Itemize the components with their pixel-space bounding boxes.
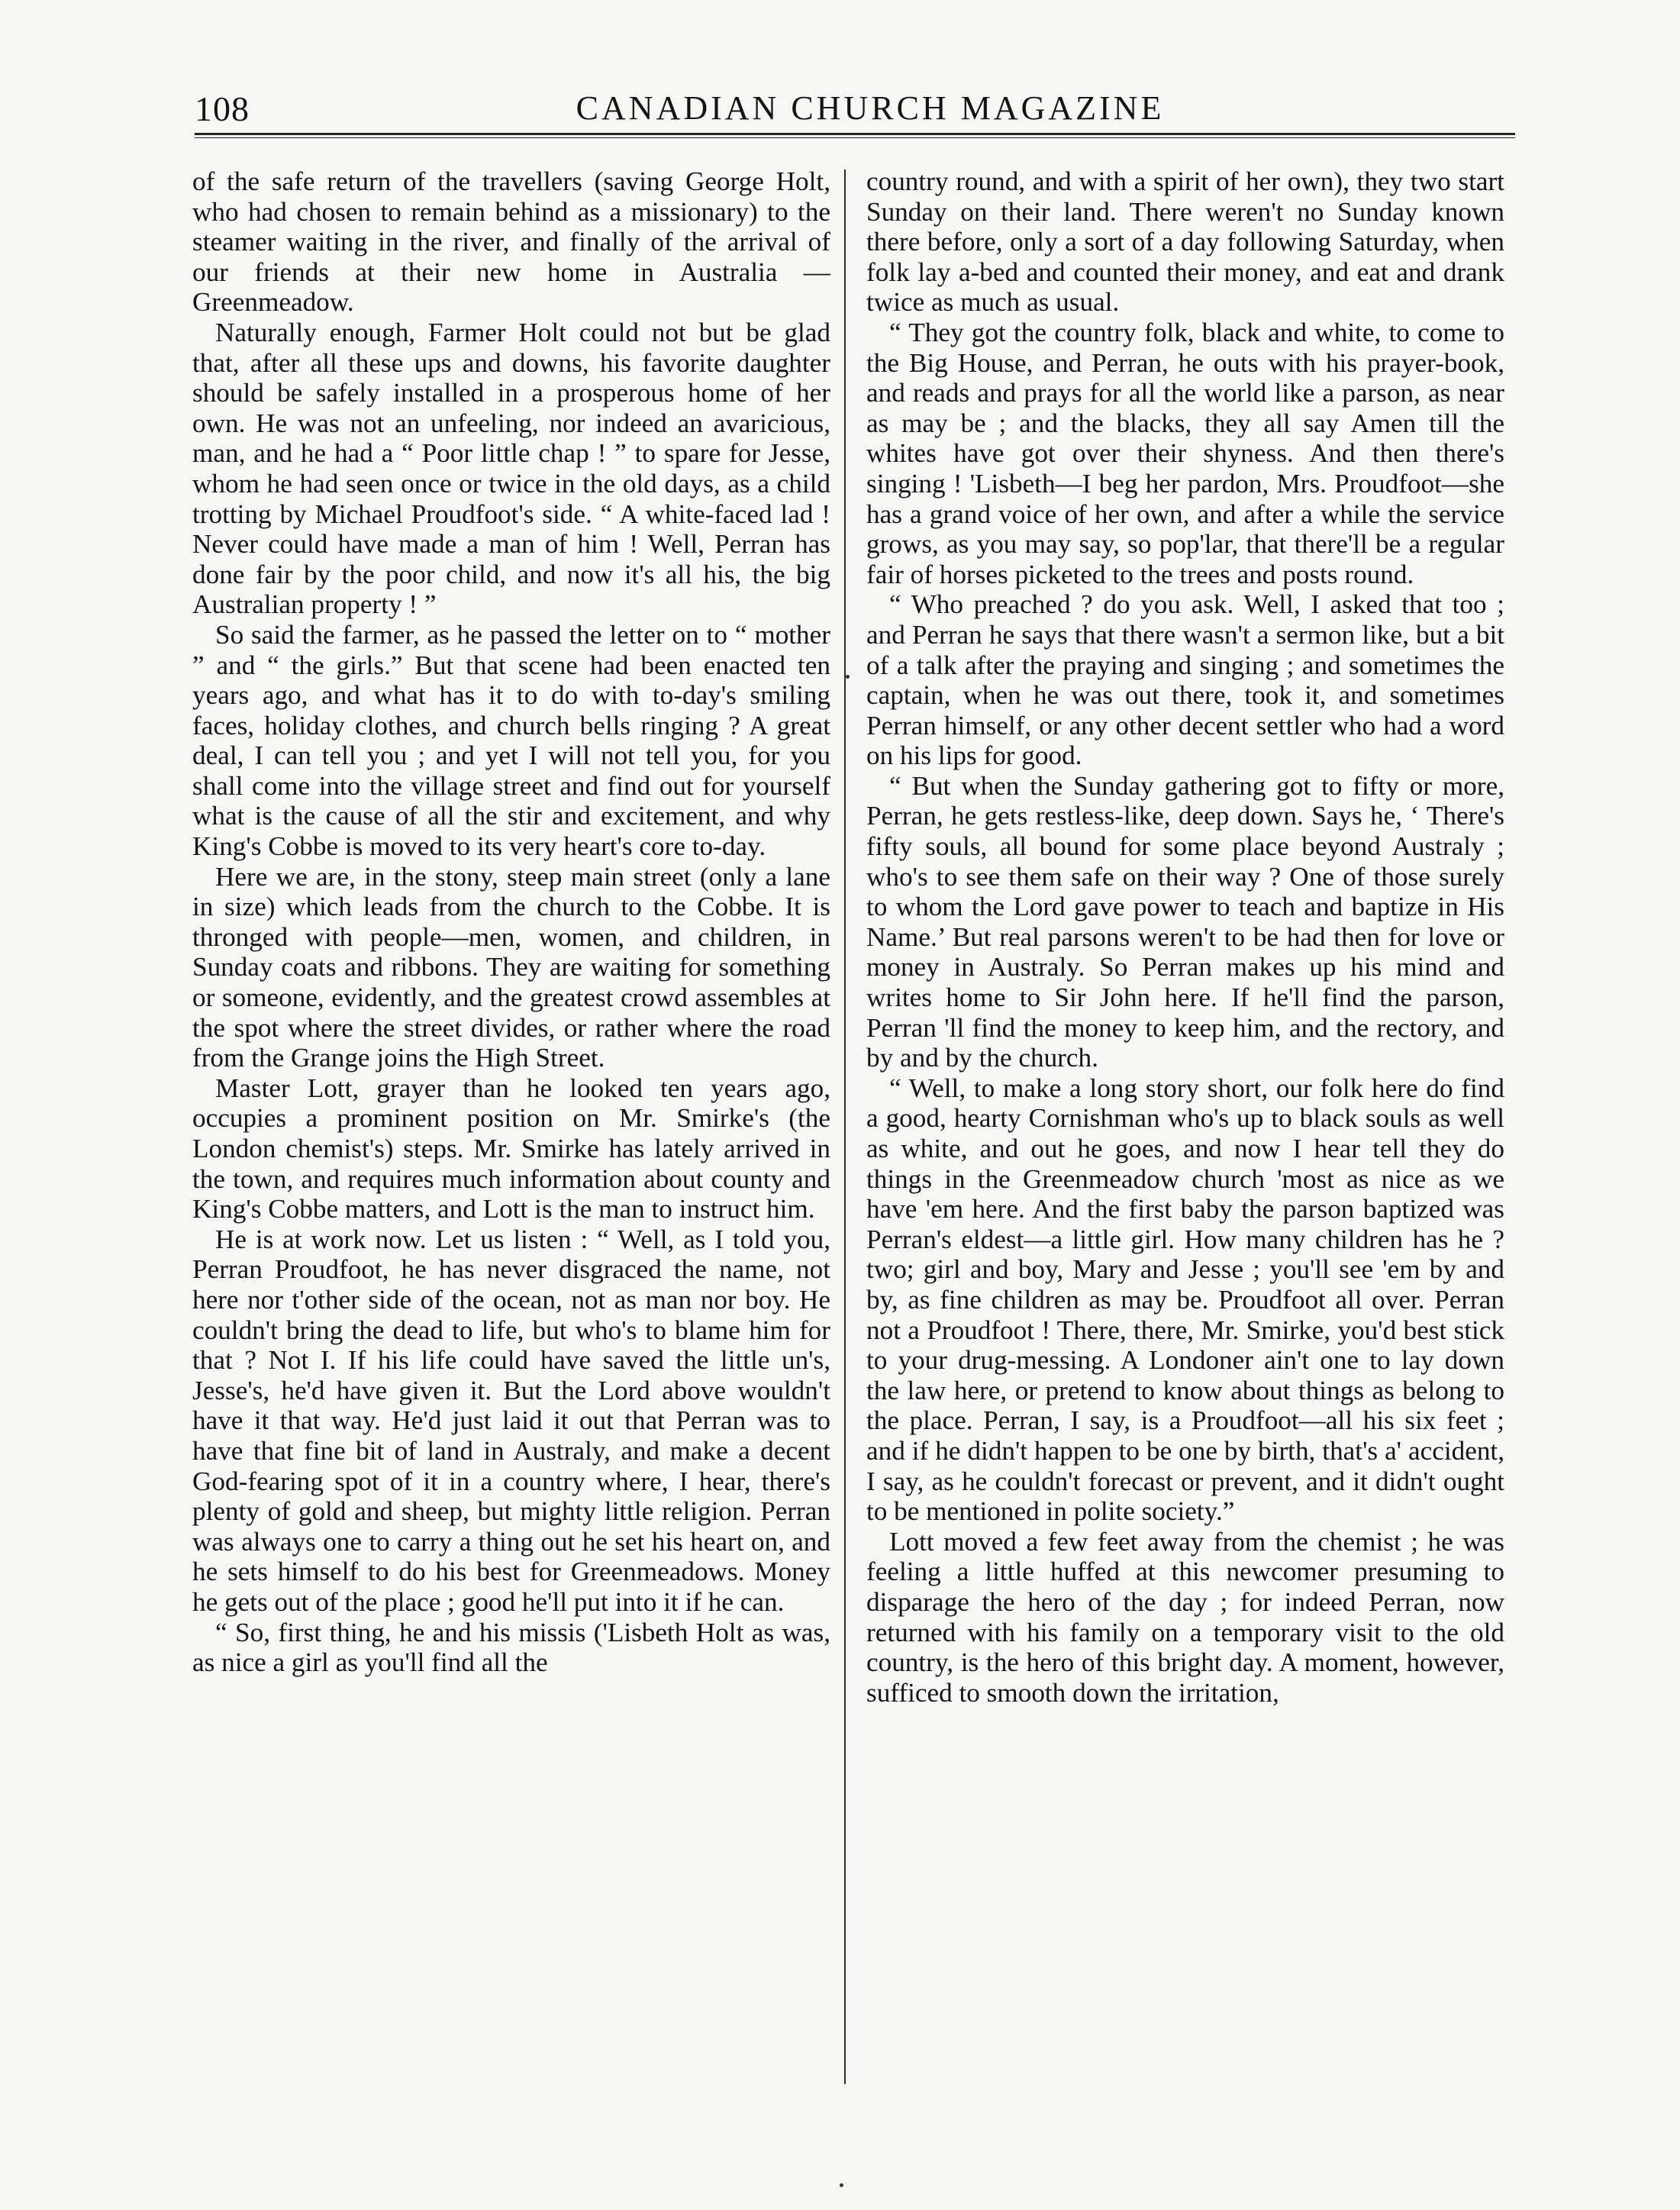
- paragraph: “ Well, to make a long story short, our folk here do find a good, hearty Cornishman who's up to black souls as well as white, and out he goes, and now I hear tell they do things in the Greenmeadow church 'most as nice as we have 'em here. And the first baby the parson baptized was Perran's eldest—a little girl. How many children has he ? two; girl and boy, Mary and Jesse ; you'll see 'em by and by, as fine children as may be. Proudfoot all over. Perran not a Proudfoot ! There, there, Mr. Smirke, you'd best stick to your drug-messing. A Londoner ain't one to lay down the law here, or pretend to know about things as belong to the place. Perran, I say, is a Proudfoot—all his six feet ; and if he didn't happen to be one by birth, that's a' accident, I say, as he couldn't forecast or prevent, and it didn't ought to be mentioned in polite society.”: [866, 1073, 1504, 1527]
- page-header: [195, 85, 1515, 139]
- paragraph: “ So, first thing, he and his missis ('Lisbeth Holt as was, as nice a girl as you'll find all the: [192, 1617, 830, 1678]
- paragraph: “ Who preached ? do you ask. Well, I asked that too ; and Perran he says that there wasn't a sermon like, but a bit of a talk after the praying and singing ; and sometimes the captain, when he was out there, took it, and sometimes Perran himself, or any other decent settler who had a word on his lips for good.: [866, 589, 1504, 771]
- column-divider: [844, 169, 846, 2084]
- paragraph: “ They got the country folk, black and white, to come to the Big House, and Perran, he outs with his prayer-book, and reads and prays for all the world like a parson, as near as may be ; and the blacks, they all say Amen till the whites have got over their shyness. And then there's singing ! 'Lisbeth—I beg her pardon, Mrs. Proudfoot—she has a grand voice of her own, and after a while the service grows, as you may say, so pop'lar, that there'll be a regular fair of horses picketed to the trees and posts round.: [866, 317, 1504, 589]
- page-number: 108: [195, 89, 250, 128]
- print-speck: [846, 675, 850, 679]
- paragraph: “ But when the Sunday gathering got to fifty or more, Perran, he gets restless-like, deep down. Says he, ‘ There's fifty souls, all bound for some place beyond Australy ; who's to see them safe on their way ? One of those surely to whom the Lord gave power to teach and baptize in His Name.’ But real parsons weren't to be had then for love or money in Australy. So Perran makes up his mind and writes home to Sir John here. If he'll find the parson, Perran 'll find the money to keep him, and the rectory, and by and by the church.: [866, 770, 1504, 1073]
- paragraph: Naturally enough, Farmer Holt could not but be glad that, after all these ups and downs, his favorite daughter should be safely installed in a prosperous home of her own. He was not an unfeeling, nor indeed an avaricious, man, and he had a “ Poor little chap ! ” to spare for Jesse, whom he had seen once or twice in the old days, as a child trotting by Michael Proudfoot's side. “ A white-faced lad ! Never could have made a man of him ! Well, Perran has done fair by the poor child, and now it's all his, the big Australian property ! ”: [192, 317, 830, 620]
- paragraph: He is at work now. Let us listen : “ Well, as I told you, Perran Proudfoot, he has never disgraced the name, not here nor t'other side of the ocean, not as man nor boy. He couldn't bring the dead to life, but who's to blame him for that ? Not I. If his life could have saved the little un's, Jesse's, he'd have given it. But the Lord above wouldn't have it that way. He'd just laid it out that Perran was to have that fine bit of land in Australy, and make a decent God-fearing spot of it in a country where, I hear, there's plenty of gold and sheep, but mighty little religion. Perran was always one to carry a thing out he set his heart on, and he sets himself to do his best for Greenmeadows. Money he gets out of the place ; good he'll put into it if he can.: [192, 1224, 830, 1617]
- paragraph: of the safe return of the travellers (saving George Holt, who had chosen to remain behind as a missionary) to the steamer waiting in the river, and finally of the arrival of our friends at their new home in Australia — Greenmeadow.: [192, 166, 830, 318]
- header-rule-thin: [195, 137, 1515, 138]
- magazine-title: CANADIAN CHURCH MAGAZINE: [576, 89, 1165, 127]
- header-rule: [195, 133, 1515, 135]
- right-column: [866, 166, 1504, 1708]
- paragraph: So said the farmer, as he passed the letter on to “ mother ” and “ the girls.” But that scene had been enacted ten years ago, and what has it to do with to-day's smiling faces, holiday clothes, and church bells ringing ? A great deal, I can tell you ; and yet I will not tell you, for you shall come into the village street and find out for yourself what is the cause of all the stir and excitement, and why King's Cobbe is moved to its very heart's core to-day.: [192, 619, 830, 862]
- paragraph: Here we are, in the stony, steep main street (only a lane in size) which leads from the church to the Cobbe. It is thronged with people—men, women, and children, in Sunday coats and ribbons. They are waiting for something or someone, evidently, and the greatest crowd assembles at the spot where the street divides, or rather where the road from the Grange joins the High Street.: [192, 861, 830, 1073]
- print-speck: [840, 2183, 843, 2187]
- paragraph: Master Lott, grayer than he looked ten years ago, occupies a prominent position on Mr. Smirke's (the London chemist's) steps. Mr. Smirke has lately arrived in the town, and requires much information about county and King's Cobbe matters, and Lott is the man to instruct him.: [192, 1073, 830, 1224]
- left-column: [192, 166, 830, 1678]
- paragraph: country round, and with a spirit of her own), they two start Sunday on their land. There weren't no Sunday known there before, only a sort of a day following Saturday, when folk lay a-bed and counted their money, and eat and drank twice as much as usual.: [866, 166, 1504, 318]
- paragraph: Lott moved a few feet away from the chemist ; he was feeling a little huffed at this newcomer presuming to disparage the hero of the day ; for indeed Perran, now returned with his family on a temporary visit to the old country, is the hero of this bright day. A moment, however, sufficed to smooth down the irritation,: [866, 1526, 1504, 1708]
